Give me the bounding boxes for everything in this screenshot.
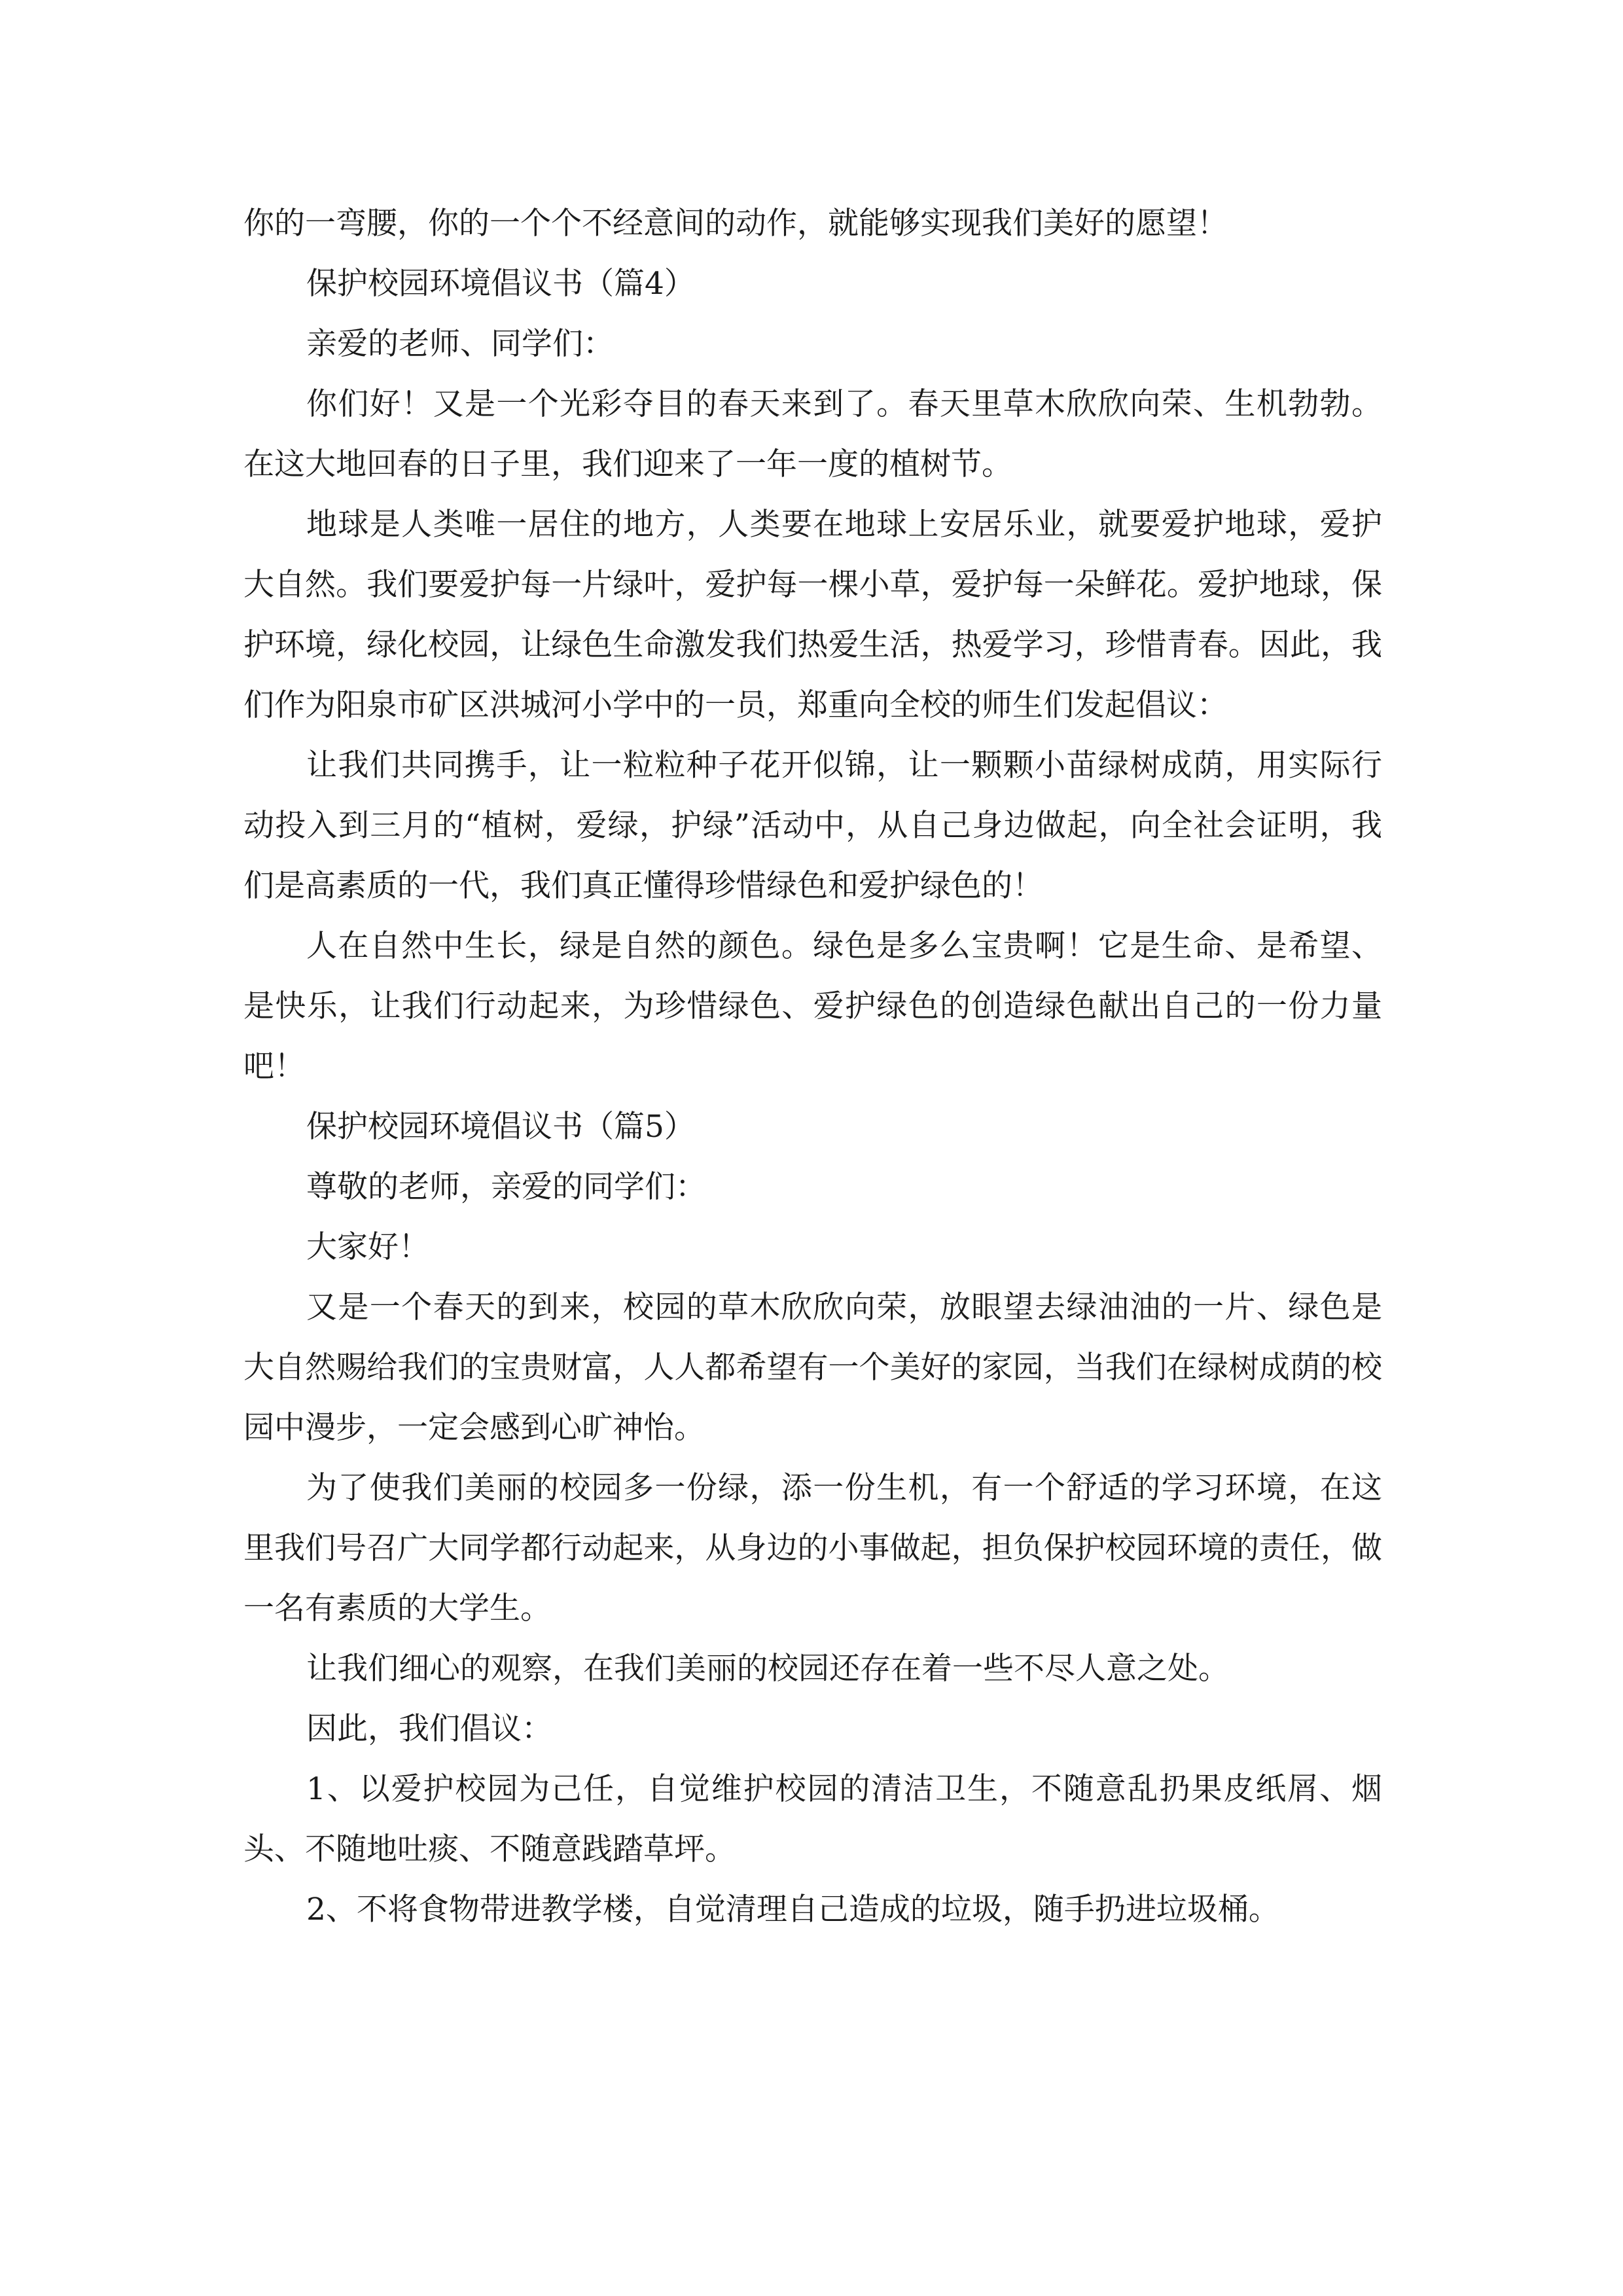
section-heading-5: 保护校园环境倡议书（篇5） [306, 1109, 695, 1145]
paragraph: 地球是人类唯一居住的地方，人类要在地球上安居乐业，就要爱护地球，爱护大自然。我们要爱护每一片绿叶，爱护每一棵小草，爱护每一朵鲜花。爱护地球，保护环境，绿化校园，让绿色生命激发我们热爱生活，热爱学习，珍惜青春。因此，我们作为阳泉市矿区洪城河小学中的一员，郑重向全校的师生们发起倡议： [243, 507, 1382, 723]
greeting: 大家好！ [306, 1229, 429, 1265]
list-item: 1、以爱护校园为己任，自觉维护校园的清洁卫生，不随意乱扔果皮纸屑、烟头、不随地吐痰、不随意践踏草坪。 [243, 1771, 1382, 1867]
paragraph: 你们好！又是一个光彩夺目的春天来到了。春天里草木欣欣向荣、生机勃勃。在这大地回春的日子里，我们迎来了一年一度的植树节。 [243, 386, 1382, 482]
paragraph-continuation: 你的一弯腰，你的一个个不经意间的动作，就能够实现我们美好的愿望！ [243, 206, 1228, 242]
paragraph: 人在自然中生长，绿是自然的颜色。绿色是多么宝贵啊！它是生命、是希望、是快乐，让我们行动起来，为珍惜绿色、爱护绿色的创造绿色献出自己的一份力量吧！ [243, 928, 1382, 1085]
paragraph: 让我们细心的观察，在我们美丽的校园还存在着一些不尽人意之处。 [306, 1651, 1229, 1687]
paragraph: 让我们共同携手，让一粒粒种子花开似锦，让一颗颗小苗绿树成荫，用实际行动投入到三月的“植树，爱绿，护绿”活动中，从自己身边做起，向全社会证明，我们是高素质的一代，我们真正懂得珍惜绿色和爱护绿色的！ [243, 747, 1382, 904]
paragraph: 因此，我们倡议： [306, 1711, 552, 1747]
salutation-4: 亲爱的老师、同学们： [306, 326, 614, 362]
document-body [243, 194, 1382, 1940]
section-heading-4: 保护校园环境倡议书（篇4） [306, 266, 695, 302]
paragraph: 为了使我们美丽的校园多一份绿，添一份生机，有一个舒适的学习环境，在这里我们号召广大同学都行动起来，从身边的小事做起，担负保护校园环境的责任，做一名有素质的大学生。 [243, 1470, 1382, 1626]
paragraph: 又是一个春天的到来，校园的草木欣欣向荣，放眼望去绿油油的一片、绿色是大自然赐给我们的宝贵财富，人人都希望有一个美好的家园，当我们在绿树成荫的校园中漫步，一定会感到心旷神怡。 [243, 1289, 1382, 1446]
list-item: 2、不将食物带进教学楼，自觉清理自己造成的垃圾，随手扔进垃圾桶。 [306, 1892, 1279, 1928]
salutation-5: 尊敬的老师，亲爱的同学们： [306, 1169, 706, 1205]
